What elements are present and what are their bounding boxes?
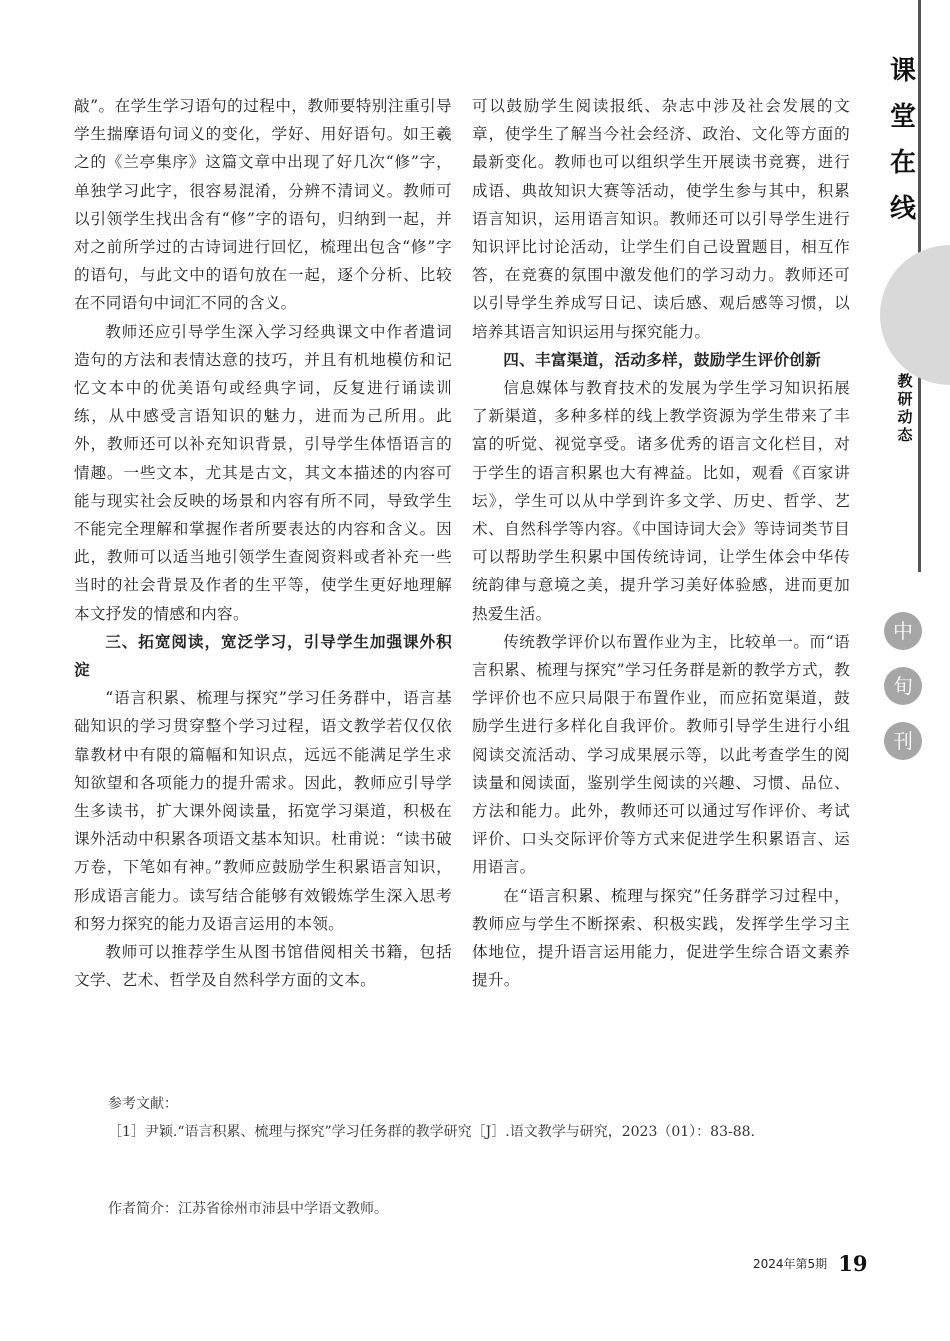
section-title-char: 在	[889, 148, 916, 178]
subsection-char: 研	[897, 390, 913, 408]
paragraph: 在“语言积累、梳理与探究”任务群学习过程中，教师应与学生不断探索、积极实践，发挥学生学习主体地位，提升语言运用能力，促进学生综合语文素养提升。	[472, 886, 850, 990]
decorative-circle	[880, 245, 950, 385]
paragraph: “语言积累、梳理与探究”学习任务群中，语言基础知识的学习贯穿整个学习过程，语文教学若仅仅依靠教材中有限的篇幅和知识点，远远不能满足学生求知欲望和各项能力的提升需求。因此，教师应引导学生多读书，扩大课外阅读量，拓宽学习渠道，积极在课外活动中积累各项语文基本知识。杜甫说：“读书破万卷，下笔如有神。”教师应鼓励学生积累语言知识，形成语言能力。读写结合能够有效锻炼学生深入思考和努力探究的能力及语言运用的本领。	[74, 689, 452, 933]
journal-badge-kan: 刊	[884, 722, 922, 760]
left-column	[74, 92, 452, 995]
subsection-label	[890, 372, 920, 444]
section-heading: 四、丰富渠道，活动多样，鼓励学生评价创新	[503, 350, 822, 369]
section-title-char: 线	[889, 194, 916, 224]
paragraph: 传统教学评价以布置作业为主，比较单一。而“语言积累、梳理与探究”学习任务群是新的教学方式，教学评价也不应只局限于布置作业，而应拓宽渠道，鼓励学生进行多样化自我评价。教师引导学生进行小组阅读交流活动、学习成果展示等，以此考查学生的阅读量和阅读面，鉴别学生阅读的兴趣、习惯、品位、方法和能力。此外，教师还可以通过写作评价、考试评价、口头交际评价等方式来促进学生积累语言、运用语言。	[472, 632, 850, 877]
issue-label: 2024年第5期	[753, 1257, 828, 1271]
page-number: 19	[838, 1251, 868, 1276]
reference-item: ［1］尹颖.“语言积累、梳理与探究”学习任务群的教学研究［J］.语文教学与研究，2023（01）：83-88.	[108, 1124, 755, 1140]
paragraph: 信息媒体与教育技术的发展为学生学习知识拓展了新渠道，多种多样的线上教学资源为学生带来了丰富的听觉、视觉享受。诸多优秀的语言文化栏目，对于学生的语言积累也大有裨益。比如，观看《百家讲坛》，学生可以从中学到许多文学、历史、哲学、艺术、自然科学等内容。《中国诗词大会》等诗词类节目可以帮助学生积累中国传统诗词，让学生体会中华传统韵律与意境之美，提升学习美好体验感，进而更加热爱生活。	[472, 379, 850, 623]
subsection-char: 教	[897, 372, 913, 390]
journal-badge-xun: 旬	[884, 667, 922, 705]
paragraph: 敲”。在学生学习语句的过程中，教师要特别注重引导学生揣摩语句词义的变化，学好、用好语句。如王羲之的《兰亭集序》这篇文章中出现了好几次“修”字，单独学习此字，很容易混淆，分辨不清词义。教师可以引领学生找出含有“修”字的语句，归纳到一起，并对之前所学过的古诗词进行回忆，梳理出包含“修”字的语句，与此文中的语句放在一起，逐个分析、比较在不同语句中词汇不同的含义。	[74, 97, 452, 313]
author-note: 作者简介：江苏省徐州市沛县中学语文教师。	[108, 1201, 388, 1217]
right-column	[472, 92, 850, 995]
references-heading: 参考文献：	[108, 1096, 178, 1112]
journal-badge-zhong: 中	[884, 612, 922, 650]
section-heading: 三、拓宽阅读，宽泛学习，引导学生加强课外积淀	[74, 632, 452, 680]
paragraph: 可以鼓励学生阅读报纸、杂志中涉及社会发展的文章，使学生了解当今社会经济、政治、文化等方面的最新变化。教师也可以组织学生开展读书竞赛，进行成语、典故知识大赛等活动，使学生参与其中，积累语言知识，运用语言知识。教师还可以引导学生进行知识评比讨论活动，让学生们自己设置题目，相互作答，在竞赛的氛围中激发他们的学习动力。教师还可以引导学生养成写日记、读后感、观后感等习惯，以培养其语言知识运用与探究能力。	[472, 97, 850, 341]
references	[74, 1090, 864, 1146]
subsection-char: 动	[897, 408, 913, 426]
subsection-char: 态	[897, 426, 913, 444]
section-title	[886, 48, 920, 232]
page-footer	[753, 1251, 868, 1276]
paragraph: 教师可以推荐学生从图书馆借阅相关书籍，包括文学、艺术、哲学及自然科学方面的文本。	[74, 943, 452, 990]
paragraph: 教师还应引导学生深入学习经典课文中作者遣词造句的方法和表情达意的技巧，并且有机地模仿和记忆文本中的优美语句或经典字词，反复进行诵读训练，从中感受言语知识的魅力，进而为己所用。此外，教师还可以补充知识背景，引导学生体悟语言的情趣。一些文本，尤其是古文，其文本描述的内容可能与现实社会反映的场景和内容有所不同，导致学生不能完全理解和掌握作者所要表达的内容和含义。因此，教师可以适当地引领学生查阅资料或者补充一些当时的社会背景及作者的生平等，使学生更好地理解本文抒发的情感和内容。	[74, 322, 452, 623]
section-title-char: 课	[889, 56, 916, 86]
section-title-char: 堂	[889, 102, 916, 132]
